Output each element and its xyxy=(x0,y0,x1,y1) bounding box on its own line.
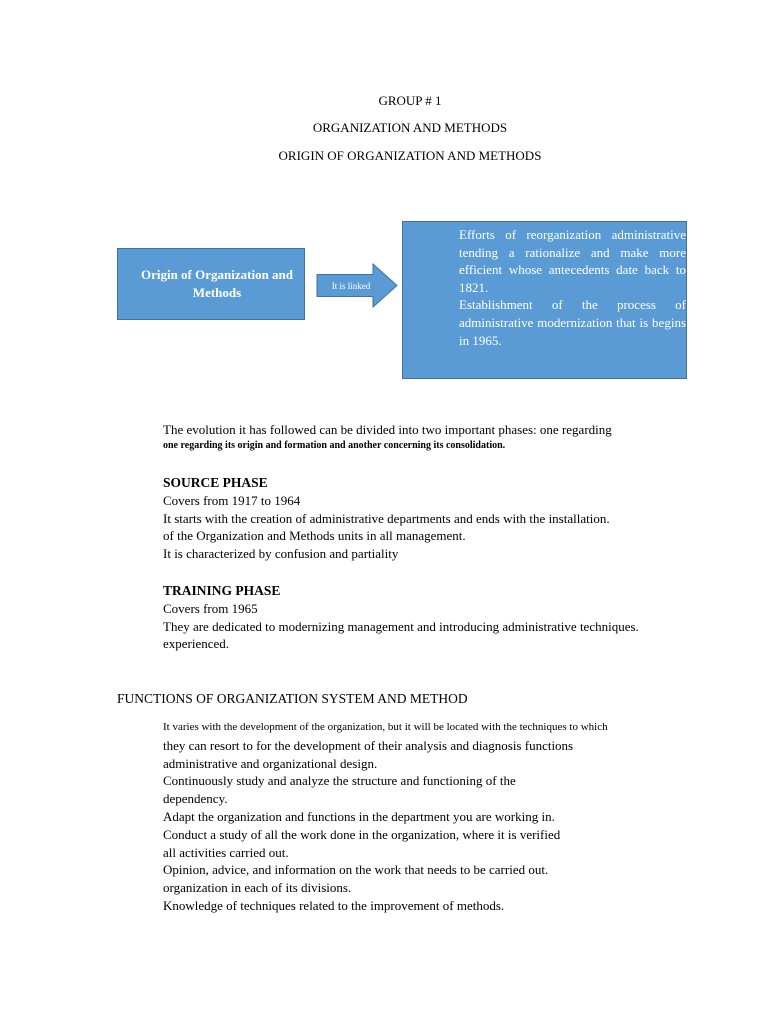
diagram-detail-item xyxy=(403,226,686,296)
list-item-text: experienced. xyxy=(163,636,230,652)
list-item-text: They are dedicated to modernizing management and introducing administrative techniques. xyxy=(163,618,639,634)
list-item xyxy=(142,618,682,654)
list-item-text: Covers from 1965 xyxy=(163,600,258,616)
list-item-text: Conduct a study of all the work done in the organization, where it is verified xyxy=(163,826,561,842)
document-title: ORGANIZATION AND METHODS xyxy=(312,120,508,135)
source-phase-section xyxy=(142,474,682,563)
list-item-text: dependency. xyxy=(163,791,228,807)
list-item xyxy=(142,897,682,915)
evolution-line: one regarding its origin and formation and another concerning its consolidation. xyxy=(163,439,506,451)
diagram-arrow xyxy=(316,263,398,308)
functions-list xyxy=(142,719,682,915)
list-item-text: It is characterized by confusion and partiality xyxy=(163,546,399,562)
list-item xyxy=(142,600,682,618)
list-item-text: of the Organization and Methods units in all management. xyxy=(163,528,466,544)
list-item-text: Adapt the organization and functions in the department you are working in. xyxy=(163,808,555,824)
list-item xyxy=(142,808,682,826)
section-heading: SOURCE PHASE xyxy=(163,475,268,490)
list-item xyxy=(142,492,682,510)
list-item-text: Knowledge of techniques related to the improvement of methods. xyxy=(163,897,505,913)
list-item xyxy=(142,772,682,808)
list-item-text: Covers from 1917 to 1964 xyxy=(163,492,301,508)
evolution-paragraph xyxy=(142,421,682,453)
list-item xyxy=(142,545,682,563)
list-item-text: It starts with the creation of administrative departments and ends with the installation. xyxy=(163,510,610,526)
diagram-detail-item xyxy=(403,296,686,349)
evolution-line: The evolution it has followed can be divided into two important phases: one regarding xyxy=(163,422,612,437)
diagram-arrow-label: It is linked xyxy=(331,280,371,291)
functions-title: FUNCTIONS OF ORGANIZATION SYSTEM AND METHOD xyxy=(117,691,468,706)
list-item xyxy=(142,861,682,897)
list-item-text: all activities carried out. xyxy=(163,844,289,860)
diagram-detail-text: Establishment of the process of administrative modernization that is begins in 1965. xyxy=(459,297,686,348)
list-item-text: administrative and organizational design. xyxy=(163,755,378,771)
document-subtitle: ORIGIN OF ORGANIZATION AND METHODS xyxy=(278,148,542,163)
group-heading: GROUP # 1 xyxy=(378,93,442,108)
list-item xyxy=(142,719,682,772)
list-item-text: Opinion, advice, and information on the work that needs to be carried out. xyxy=(163,862,549,878)
list-item-text: Continuously study and analyze the structure and functioning of the xyxy=(163,773,516,789)
training-phase-section xyxy=(142,582,682,653)
list-item xyxy=(142,421,682,453)
list-item xyxy=(142,510,682,546)
diagram-origin-label: Origin of Organization and Methods xyxy=(140,267,294,300)
list-item-text: organization in each of its divisions. xyxy=(163,880,352,896)
diagram-detail-text: Efforts of reorganization administrative tending a rationalize and make more efficient whose antecedents date back to 1821. xyxy=(459,227,686,295)
diagram-detail-box xyxy=(402,221,687,379)
diagram-origin-box xyxy=(117,248,305,320)
list-item-text: It varies with the development of the organization, but it will be located with the techniques to which xyxy=(163,721,608,733)
list-item-text: they can resort to for the development of their analysis and diagnosis functions xyxy=(163,737,574,753)
section-heading: TRAINING PHASE xyxy=(163,583,281,598)
list-item xyxy=(142,826,682,862)
